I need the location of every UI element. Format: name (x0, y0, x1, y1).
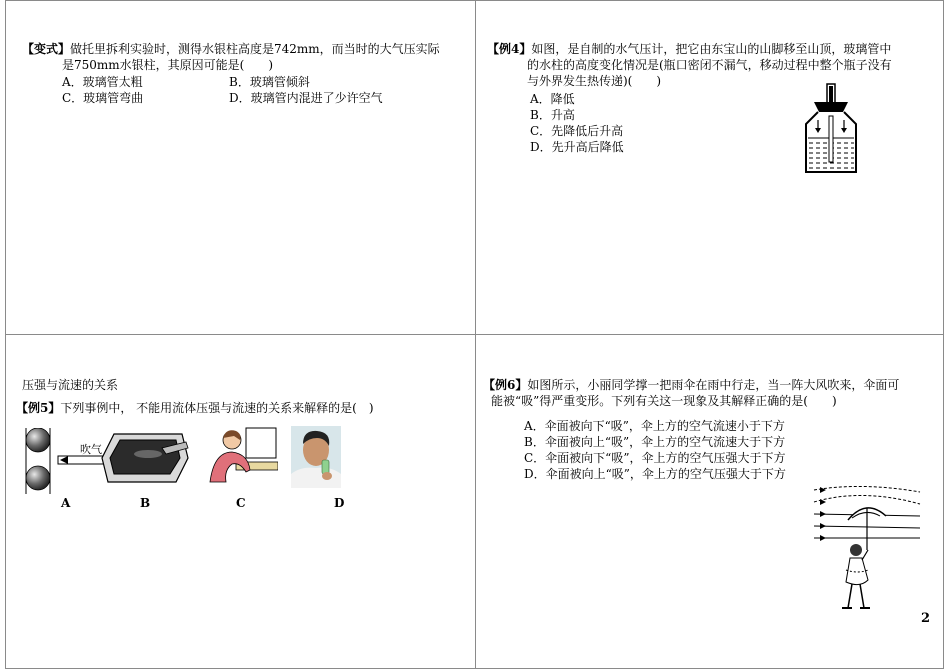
question-text-line2: 的水柱的高度变化情况是(瓶口密闭不漏气，移动过程中整个瓶子没有 (527, 58, 892, 72)
question-text-line1: 做托里拆利实验时，测得水银柱高度是742mm，而当时的大气压实际 (70, 42, 440, 56)
question-tag: 【例6】 (483, 378, 528, 392)
option-a: A．伞面被向下“吸”，伞上方的空气流速小于下方 (524, 419, 785, 433)
question-tag: 【变式】 (22, 42, 71, 56)
umbrella-wind-figure (812, 484, 922, 614)
question-tag: 【例5】 (16, 401, 61, 415)
figure-c-person-window (206, 426, 278, 484)
figure-d-boy-drinking (291, 426, 341, 488)
caption-a: A (61, 496, 71, 510)
option-a: A．玻璃管太粗 (62, 75, 143, 89)
water-barometer-figure (796, 82, 866, 176)
question-example-4 (487, 41, 942, 89)
question-example-6 (483, 377, 941, 409)
option-c: C．玻璃管弯曲 (62, 91, 144, 105)
question-text: 下列事例中， 不能用流体压强与流速的关系来解释的是( ) (60, 401, 374, 415)
question-tag: 【例4】 (487, 42, 532, 56)
option-b: B．玻璃管倾斜 (229, 75, 310, 89)
option-d: D．伞面被向上“吸”，伞上方的空气压强大于下方 (524, 467, 786, 481)
option-a: A．降低 (530, 92, 575, 106)
caption-b: B (140, 496, 151, 510)
caption-d: D (334, 496, 345, 510)
option-b: B．升高 (530, 108, 575, 122)
figure-a-blow-label: 吹气 (80, 443, 102, 456)
question-text-line2: 能被“吸”得严重变形。下列有关这一现象及其解释正确的是( ) (491, 394, 837, 408)
question-text-line1: 如图所示，小丽同学撑一把雨伞在雨中行走，当一阵大风吹来，伞面可 (527, 378, 900, 392)
option-c: C．伞面被向下“吸”，伞上方的空气压强大于下方 (524, 451, 786, 465)
question-text-line2: 是750mm水银柱，其原因可能是( ) (62, 58, 274, 72)
question-text-line3: 与外界发生热传递)( ) (527, 74, 662, 88)
question-variant (22, 41, 472, 73)
figure-b-tray (100, 428, 190, 486)
caption-c: C (236, 496, 246, 510)
page-number: 2 (921, 611, 931, 626)
option-c: C．先降低后升高 (530, 124, 624, 138)
horizontal-divider (5, 334, 944, 335)
section-title: 压强与流速的关系 (22, 378, 119, 392)
question-text-line1: 如图，是自制的水气压计，把它由东宝山的山脚移至山顶，玻璃管中 (531, 42, 892, 56)
option-d: D．先升高后降低 (530, 140, 624, 154)
question-example-5 (16, 400, 466, 416)
option-d: D．玻璃管内混进了少许空气 (229, 91, 383, 105)
option-b: B．伞面被向上“吸”，伞上方的空气流速大于下方 (524, 435, 786, 449)
